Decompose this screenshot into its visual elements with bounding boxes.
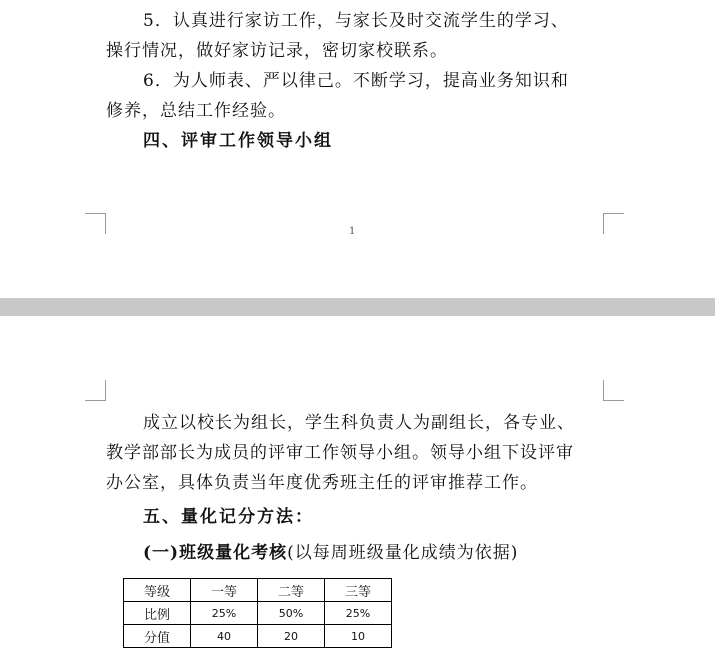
table-header-row xyxy=(124,579,392,602)
table-row xyxy=(124,602,392,625)
paragraph-line: 教学部部长为成员的评审工作领导小组。领导小组下设评审 xyxy=(106,443,574,463)
sub-heading-bold: (一)班级量化考核 xyxy=(143,543,288,563)
table-cell: 20 xyxy=(258,625,325,648)
margin-corner-mark xyxy=(85,380,106,401)
section-heading: 四、评审工作领导小组 xyxy=(143,131,333,151)
table-header-cell: 二等 xyxy=(258,579,325,602)
table-cell: 25% xyxy=(325,602,392,625)
page-gap xyxy=(0,298,715,316)
table-cell: 分值 xyxy=(124,625,191,648)
paragraph-line: 修养，总结工作经验。 xyxy=(106,101,286,121)
margin-corner-mark xyxy=(85,213,106,234)
document-page-1 xyxy=(0,0,715,298)
table-cell: 40 xyxy=(191,625,258,648)
sub-heading xyxy=(0,538,715,563)
table-cell: 25% xyxy=(191,602,258,625)
table-cell: 10 xyxy=(325,625,392,648)
table-cell: 50% xyxy=(258,602,325,625)
table-row xyxy=(124,625,392,648)
document-page-2 xyxy=(0,316,715,669)
margin-corner-mark xyxy=(603,213,624,234)
margin-corner-mark xyxy=(603,380,624,401)
grade-table xyxy=(123,578,392,648)
page-number: 1 xyxy=(349,226,356,237)
table-header-cell: 等级 xyxy=(124,579,191,602)
paragraph-line: 成立以校长为组长，学生科负责人为副组长，各专业、 xyxy=(143,413,575,433)
sub-heading-note: (以每周班级量化成绩为依据) xyxy=(287,543,519,563)
paragraph-line: 操行情况，做好家访记录，密切家校联系。 xyxy=(106,41,448,61)
paragraph-line: 6．为人师表、严以律己。不断学习，提高业务知识和 xyxy=(143,71,569,91)
table-header-cell: 三等 xyxy=(325,579,392,602)
paragraph-line: 办公室，具体负责当年度优秀班主任的评审推荐工作。 xyxy=(106,473,538,493)
table-header-cell: 一等 xyxy=(191,579,258,602)
paragraph-line: 5．认真进行家访工作，与家长及时交流学生的学习、 xyxy=(143,11,569,31)
table-cell: 比例 xyxy=(124,602,191,625)
section-heading: 五、量化记分方法： xyxy=(143,507,314,527)
